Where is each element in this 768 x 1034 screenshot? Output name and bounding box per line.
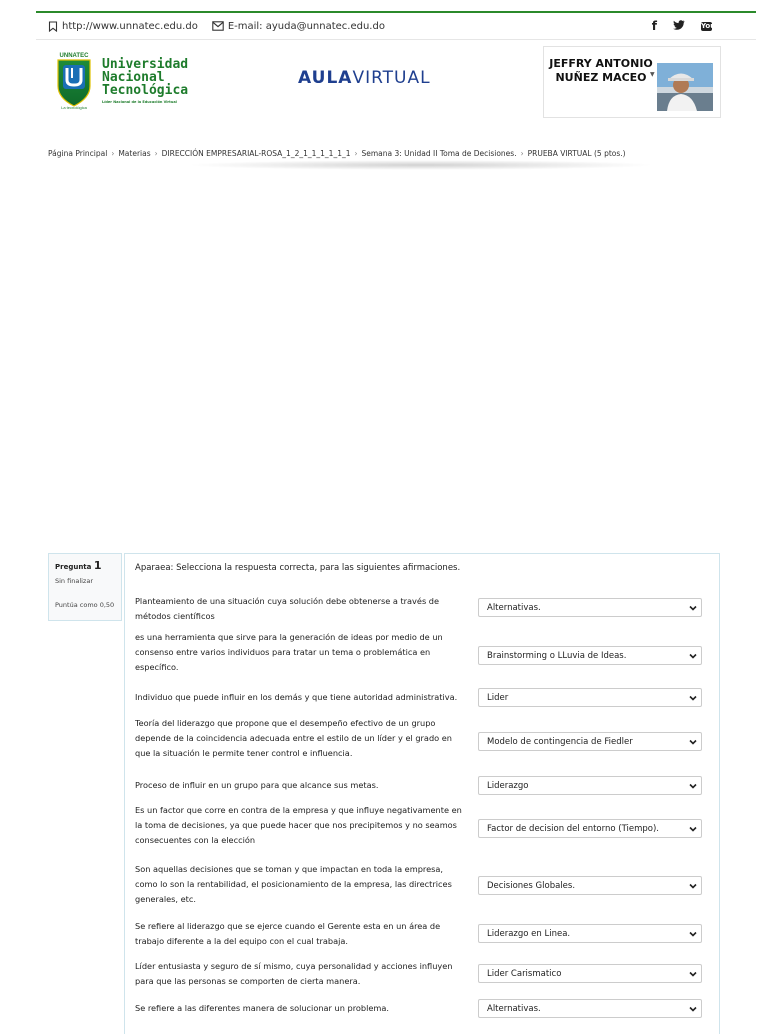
answer-select[interactable]: [478, 598, 702, 617]
user-first-name: JEFFRY ANTONIO: [549, 57, 653, 70]
match-stem: Se refiere a las diferentes manera de solucionar un problema.: [135, 1003, 389, 1013]
logo-top-text: UNNATEC: [59, 53, 89, 59]
website-text: http://www.unnatec.edu.do: [62, 20, 198, 32]
match-stem: Líder entusiasta y seguro de sí mismo, cuya personalidad y acciones influyen para que las personas se comporten de cierta manera.: [135, 961, 453, 986]
question-label: Pregunta: [55, 563, 92, 571]
answer-select[interactable]: [478, 646, 702, 665]
user-name: [548, 57, 654, 85]
email-link[interactable]: [212, 21, 385, 32]
uni-line-1: Universidad: [102, 57, 189, 72]
aula-rest: VIRTUAL: [352, 68, 431, 88]
answer-value: Alternativas.: [487, 602, 541, 613]
facebook-icon[interactable]: f: [651, 19, 657, 33]
question-number: [55, 559, 101, 572]
answer-select[interactable]: [478, 924, 702, 943]
answer-value: Brainstorming o LLuvia de Ideas.: [487, 650, 627, 661]
question-text: Aparaea: Selecciona la respuesta correcta, para las siguientes afirmaciones.: [135, 563, 461, 573]
answer-select[interactable]: [478, 688, 702, 707]
answer-select[interactable]: [478, 732, 702, 751]
breadcrumb: [48, 149, 626, 158]
uni-line-2: Nacional: [102, 70, 165, 85]
envelope-icon: [212, 21, 224, 31]
answer-select[interactable]: [478, 876, 702, 895]
chevron-down-icon: [689, 930, 697, 938]
youtube-icon[interactable]: You: [701, 21, 716, 30]
header-shadow: [186, 160, 656, 170]
match-stem: Planteamiento de una situación cuya solución debe obtenerse a través de métodos científicos: [135, 596, 440, 621]
twitter-icon[interactable]: [673, 19, 685, 33]
breadcrumb-item[interactable]: Materias: [118, 149, 151, 158]
question-grade: Puntúa como 0,50: [55, 601, 115, 609]
answer-select[interactable]: [478, 999, 702, 1018]
answer-value: Alternativas.: [487, 1003, 541, 1014]
user-last-name: NUÑEZ MACEO: [555, 71, 647, 84]
top-bar: [36, 13, 756, 40]
university-name: [102, 58, 188, 97]
chevron-down-icon: [689, 604, 697, 612]
question-info: [48, 553, 122, 621]
match-stem: Individuo que puede influir en los demás y que tiene autoridad administrativa.: [135, 692, 458, 702]
answer-select[interactable]: [478, 776, 702, 795]
chevron-down-icon: [689, 970, 697, 978]
breadcrumb-separator: ›: [111, 149, 115, 158]
chevron-down-icon: [689, 1005, 697, 1013]
answer-value: Decisiones Globales.: [487, 880, 576, 891]
uni-line-3: Tecnológica: [102, 83, 189, 98]
answer-value: Liderazgo en Linea.: [487, 928, 571, 939]
chevron-down-icon: [689, 782, 697, 790]
chevron-down-icon: [689, 738, 697, 746]
website-link[interactable]: [48, 21, 198, 32]
logo-bottom-text: La tecnológica: [61, 105, 87, 110]
match-stem: Proceso de influir en un grupo para que alcance sus metas.: [135, 780, 379, 790]
match-stem: Teoría del liderazgo que propone que el desempeño efectivo de un grupo depende de la coincidencia adecuada entre el estilo de un líder y el grado en que la situación le permite tener control e influencia.: [135, 718, 452, 758]
answer-value: Liderazgo: [487, 780, 529, 791]
university-logo[interactable]: [54, 50, 94, 110]
chevron-down-icon: [689, 882, 697, 890]
answer-select[interactable]: [478, 819, 702, 838]
bookmark-icon: [48, 21, 58, 32]
question-state: Sin finalizar: [55, 577, 93, 585]
match-stem: es una herramienta que sirve para la generación de ideas por medio de un consenso entre varios individuos para tratar un tema o problemática en específico.: [135, 632, 443, 672]
breadcrumb-item[interactable]: DIRECCIÓN EMPRESARIAL-ROSA_1_2_1_1_1_1_1_1: [161, 149, 351, 158]
breadcrumb-item[interactable]: PRUEBA VIRTUAL (5 ptos.): [527, 149, 626, 158]
email-text: E-mail: ayuda@unnatec.edu.do: [227, 20, 385, 32]
breadcrumb-item[interactable]: Semana 3: Unidad II Toma de Decisiones.: [361, 149, 517, 158]
answer-value: Modelo de contingencia de Fiedler: [487, 736, 633, 747]
answer-value: Factor de decision del entorno (Tiempo).: [487, 823, 659, 834]
answer-select[interactable]: [478, 964, 702, 983]
question-content: [124, 553, 720, 1034]
avatar[interactable]: [657, 63, 713, 111]
site-header: [36, 40, 756, 126]
social-links: [636, 19, 716, 33]
chevron-down-icon: [689, 694, 697, 702]
chevron-down-icon: ▼: [650, 71, 655, 78]
breadcrumb-separator: ›: [154, 149, 158, 158]
match-stem: Se refiere al liderazgo que se ejerce cuando el Gerente esta en un área de trabajo diferente a la del equipo con el cual trabaja.: [135, 921, 441, 946]
breadcrumb-separator: ›: [354, 149, 358, 158]
match-stem: Es un factor que corre en contra de la empresa y que influye negativamente en la toma de decisiones, ya que puede hacer que nos precipitemos y no seamos consecuentes con la elección: [135, 805, 462, 845]
question-number-value: 1: [93, 559, 102, 572]
match-stem: Son aquellas decisiones que se toman y que impactan en toda la empresa, como lo son la rentabilidad, el posicionamiento de la empresa, las directrices generales, etc.: [135, 864, 452, 904]
answer-value: Lider: [487, 692, 509, 703]
aula-virtual-logo[interactable]: [298, 68, 431, 88]
aula-bold: AULA: [298, 68, 353, 88]
university-tagline: Líder Nacional de la Educación Virtual: [102, 100, 177, 104]
user-menu[interactable]: [543, 46, 721, 118]
breadcrumb-item[interactable]: Página Principal: [48, 149, 108, 158]
chevron-down-icon: [689, 652, 697, 660]
chevron-down-icon: [689, 825, 697, 833]
answer-value: Lider Carismatico: [487, 968, 562, 979]
breadcrumb-separator: ›: [520, 149, 524, 158]
